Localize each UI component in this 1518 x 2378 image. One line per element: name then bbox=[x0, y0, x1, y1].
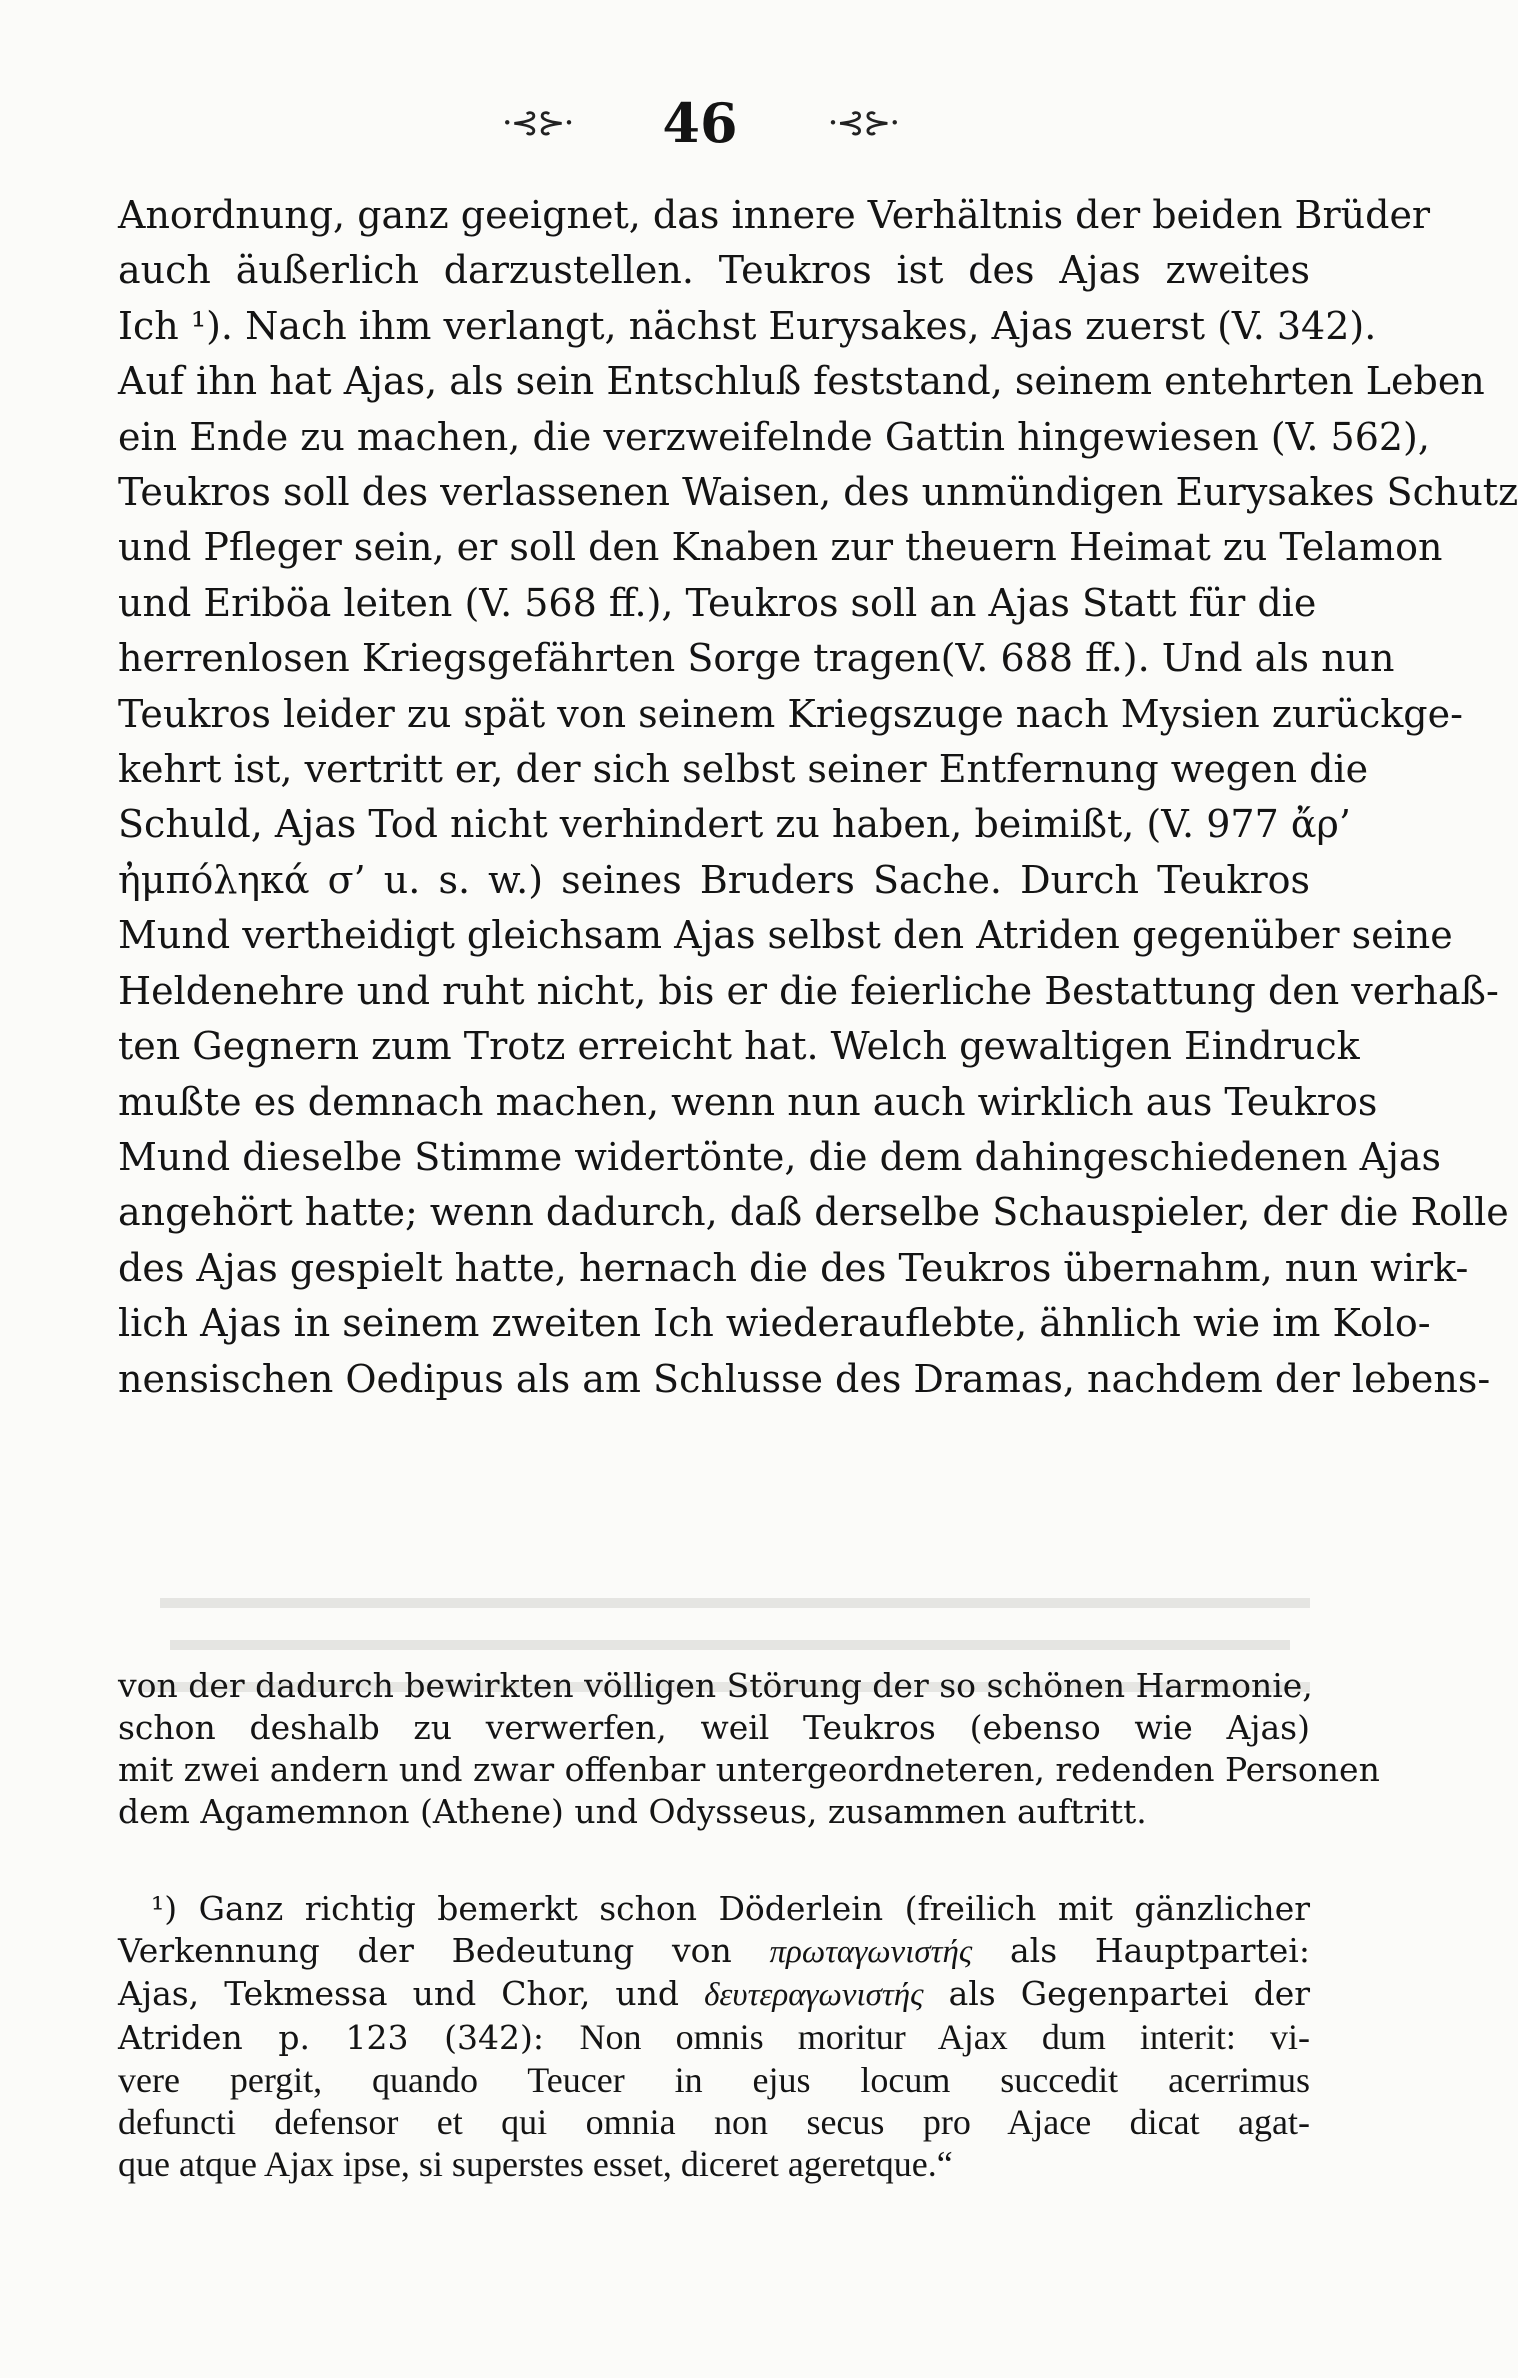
page-header bbox=[0, 88, 1400, 158]
text-line: Mund dieselbe Stimme widertönte, die dem dahingeschiedenen Ajas bbox=[118, 1134, 1442, 1179]
footnote-continuation bbox=[118, 1665, 1380, 1833]
text-line: und Eriböa leiten (V. 568 ff.), Teukros soll an Ajas Statt für die bbox=[118, 580, 1317, 625]
text-line: mußte es demnach machen, wenn nun auch wirklich aus Teukros bbox=[118, 1079, 1378, 1124]
footnote-marker: ¹) bbox=[151, 1889, 178, 1928]
text-line: schon deshalb zu verwerfen, weil Teukros (ebenso wie Ajas) bbox=[118, 1708, 1310, 1747]
footnote-line: Ajas, Tekmessa und Chor, und δευτεραγωνιστής als Gegenpartei der bbox=[118, 1974, 1310, 2013]
text-line: Teukros soll des verlassenen Waisen, des unmündigen Eurysakes Schutz bbox=[118, 470, 1518, 515]
text-line: dem Agamemnon (Athene) und Odysseus, zusammen auftritt. bbox=[118, 1792, 1147, 1831]
text-line: ten Gegnern zum Trotz erreicht hat. Welch gewaltigen Eindruck bbox=[118, 1024, 1360, 1069]
text-line: des Ajas gespielt hatte, hernach die des Teukros übernahm, nun wirk- bbox=[118, 1245, 1469, 1290]
footnote-line: que atque Ajax ipse, si superstes esset, diceret ageretque.“ bbox=[118, 2144, 953, 2184]
text-line: Teukros leider zu spät von seinem Kriegszuge nach Mysien zurückge- bbox=[118, 691, 1463, 736]
text-line: Anordnung, ganz geeignet, das innere Verhältnis der beiden Brüder bbox=[118, 193, 1431, 237]
text-line: Mund vertheidigt gleichsam Ajas selbst den Atriden gegenüber seine bbox=[118, 913, 1453, 958]
text-line: lich Ajas in seinem zweiten Ich wiederauflebte, ähnlich wie im Kolo- bbox=[118, 1301, 1431, 1346]
text-line: von der dadurch bewirkten völligen Störung der so schönen Harmonie, bbox=[118, 1666, 1313, 1705]
text-line: mit zwei andern und zwar offenbar untergeordneteren, redenden Personen bbox=[118, 1750, 1380, 1789]
text-line: nensischen Oedipus als am Schlusse des Dramas, nachdem der lebens- bbox=[118, 1356, 1491, 1401]
text-line: angehört hatte; wenn dadurch, daß derselbe Schauspieler, der die Rolle bbox=[118, 1190, 1509, 1235]
text-line: Heldenehre und ruht nicht, bis er die feierliche Bestattung den verhaß- bbox=[118, 968, 1499, 1013]
text-line: Ich ¹). Nach ihm verlangt, nächst Eurysakes, Ajas zuerst (V. 342). bbox=[118, 303, 1377, 348]
main-text bbox=[118, 188, 1518, 1407]
text-line: und Pfleger sein, er soll den Knaben zur theuern Heimat zu Telamon bbox=[118, 525, 1443, 570]
text-line: kehrt ist, vertritt er, der sich selbst seiner Entfernung wegen die bbox=[118, 747, 1369, 792]
text-line: Auf ihn hat Ajas, als sein Entschluß feststand, seinem entehrten Leben bbox=[118, 359, 1485, 404]
footnote-line: Verkennung der Bedeutung von πρωταγωνιστής als Hauptpartei: bbox=[118, 1931, 1310, 1970]
text-line: auch äußerlich darzustellen. Teukros ist des Ajas zweites bbox=[118, 248, 1310, 293]
ornament-right-icon: ·⊰⊱· bbox=[827, 103, 899, 143]
text-line: herrenlosen Kriegsgefährten Sorge tragen(V. 688 ff.). Und als nun bbox=[118, 636, 1395, 681]
footnote-line: defuncti defensor et qui omnia non secus pro Ajace dicat agat- bbox=[118, 2102, 1310, 2142]
ornament-left-icon: ·⊰⊱· bbox=[501, 103, 573, 143]
footnote-line: vere pergit, quando Teucer in ejus locum succedit acerrimus bbox=[118, 2060, 1310, 2100]
text-line: Schuld, Ajas Tod nicht verhindert zu haben, beimißt, (V. 977 ἄρ’ bbox=[118, 802, 1351, 847]
footnote bbox=[118, 1888, 1310, 2185]
page-number: 46 bbox=[662, 91, 738, 155]
text-line: ἠμπόληκά σ’ u. s. w.) seines Bruders Sache. Durch Teukros bbox=[118, 857, 1310, 902]
footnote-line: ¹) Ganz richtig bemerkt schon Döderlein (freilich mit gänzlicher bbox=[151, 1889, 1310, 1928]
text-line: ein Ende zu machen, die verzweifelnde Gattin hingewiesen (V. 562), bbox=[118, 414, 1430, 459]
footnote-line: Atriden p. 123 (342): Non omnis moritur Ajax dum interit: vi- bbox=[118, 2017, 1310, 2057]
